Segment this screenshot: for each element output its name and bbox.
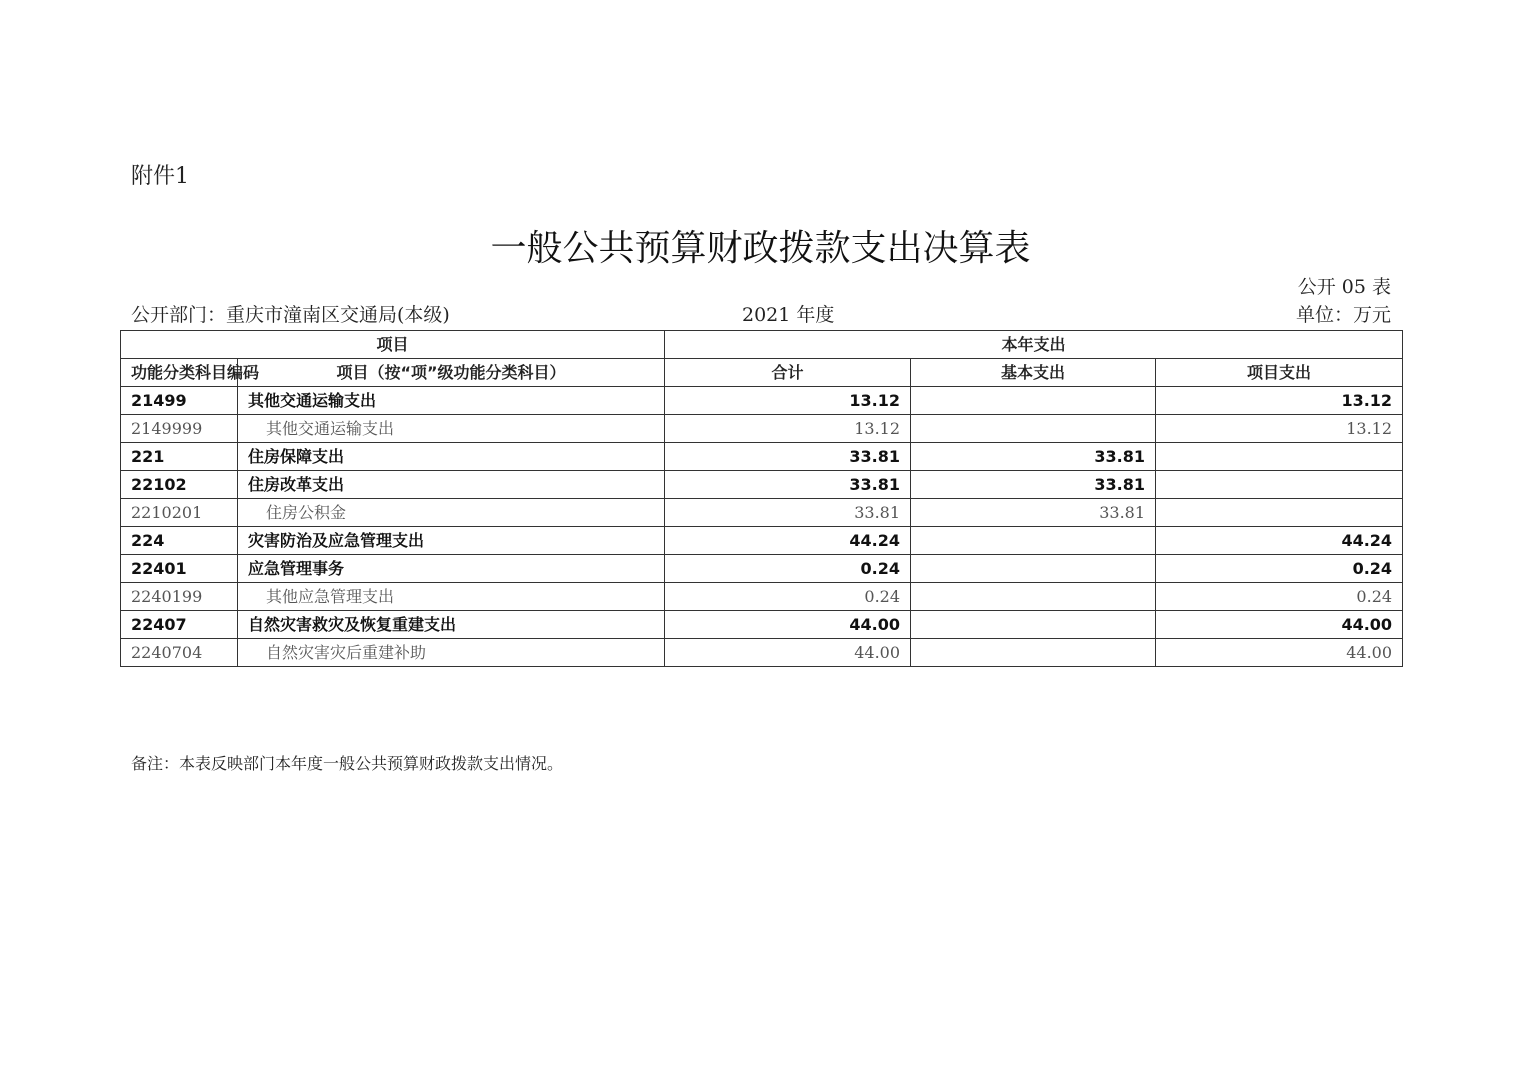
table-row — [121, 639, 1403, 667]
row-basic: 33.81 — [911, 443, 1156, 471]
row-name: 其他交通运输支出 — [238, 415, 665, 443]
row-total: 0.24 — [665, 555, 911, 583]
row-basic: 33.81 — [911, 499, 1156, 527]
row-total: 33.81 — [665, 499, 911, 527]
header-code: 功能分类科目编码 — [121, 359, 238, 387]
table-row — [121, 583, 1403, 611]
row-basic — [911, 415, 1156, 443]
row-name: 住房改革支出 — [238, 471, 665, 499]
row-project: 44.00 — [1156, 611, 1403, 639]
header-project: 项目支出 — [1156, 359, 1403, 387]
row-name: 其他交通运输支出 — [238, 387, 665, 415]
row-total: 44.24 — [665, 527, 911, 555]
row-code: 2149999 — [121, 415, 238, 443]
row-total: 33.81 — [665, 443, 911, 471]
table-row — [121, 611, 1403, 639]
row-basic — [911, 527, 1156, 555]
table-row — [121, 471, 1403, 499]
row-code: 221 — [121, 443, 238, 471]
row-name: 应急管理事务 — [238, 555, 665, 583]
header-total: 合计 — [665, 359, 911, 387]
department-label: 公开部门：重庆市潼南区交通局(本级) — [131, 304, 450, 326]
row-total: 44.00 — [665, 611, 911, 639]
row-project: 13.12 — [1156, 387, 1403, 415]
table-row — [121, 415, 1403, 443]
row-basic — [911, 583, 1156, 611]
table-row — [121, 499, 1403, 527]
row-code: 2210201 — [121, 499, 238, 527]
row-project: 0.24 — [1156, 555, 1403, 583]
attachment-label: 附件1 — [131, 164, 189, 189]
header-expense-group: 本年支出 — [665, 331, 1403, 359]
row-name: 其他应急管理支出 — [238, 583, 665, 611]
row-code: 21499 — [121, 387, 238, 415]
table-header-row — [121, 359, 1403, 387]
row-basic — [911, 611, 1156, 639]
row-total: 44.00 — [665, 639, 911, 667]
row-project — [1156, 499, 1403, 527]
fiscal-year-label: 2021 年度 — [742, 304, 835, 326]
row-name: 自然灾害救灾及恢复重建支出 — [238, 611, 665, 639]
row-total: 0.24 — [665, 583, 911, 611]
row-project — [1156, 443, 1403, 471]
table-number: 公开 05 表 — [1297, 276, 1391, 298]
row-code: 22401 — [121, 555, 238, 583]
row-project: 44.00 — [1156, 639, 1403, 667]
table-header-group-row — [121, 331, 1403, 359]
table-row — [121, 387, 1403, 415]
header-basic: 基本支出 — [911, 359, 1156, 387]
row-code: 2240199 — [121, 583, 238, 611]
row-name: 住房公积金 — [238, 499, 665, 527]
header-name: 项目（按“项”级功能分类科目） — [238, 359, 665, 387]
row-project: 13.12 — [1156, 415, 1403, 443]
table-row — [121, 527, 1403, 555]
header-item-group: 项目 — [121, 331, 665, 359]
row-total: 33.81 — [665, 471, 911, 499]
table-note: 备注：本表反映部门本年度一般公共预算财政拨款支出情况。 — [131, 754, 564, 773]
row-total: 13.12 — [665, 387, 911, 415]
page-title: 一般公共预算财政拨款支出决算表 — [490, 228, 1031, 269]
row-project — [1156, 471, 1403, 499]
table-row — [121, 443, 1403, 471]
row-total: 13.12 — [665, 415, 911, 443]
table-row — [121, 555, 1403, 583]
unit-label: 单位：万元 — [1295, 304, 1391, 326]
budget-expenditure-table — [120, 330, 1403, 667]
row-code: 2240704 — [121, 639, 238, 667]
row-code: 22102 — [121, 471, 238, 499]
row-name: 住房保障支出 — [238, 443, 665, 471]
row-project: 0.24 — [1156, 583, 1403, 611]
row-name: 自然灾害灾后重建补助 — [238, 639, 665, 667]
row-code: 22407 — [121, 611, 238, 639]
row-code: 224 — [121, 527, 238, 555]
row-basic — [911, 555, 1156, 583]
row-basic — [911, 639, 1156, 667]
row-basic: 33.81 — [911, 471, 1156, 499]
row-name: 灾害防治及应急管理支出 — [238, 527, 665, 555]
row-project: 44.24 — [1156, 527, 1403, 555]
row-basic — [911, 387, 1156, 415]
